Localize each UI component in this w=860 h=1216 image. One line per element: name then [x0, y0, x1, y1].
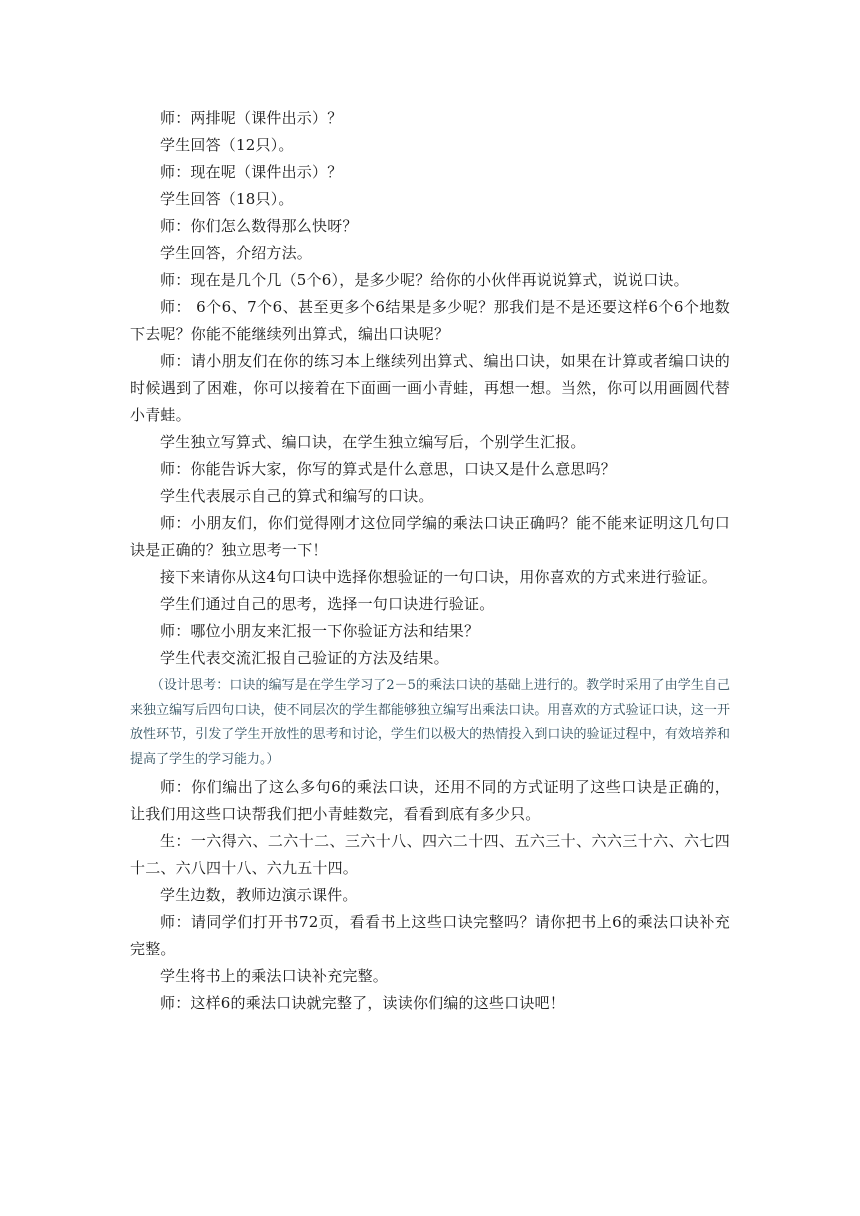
paragraph: 师：现在呢（课件出示）？ — [160, 163, 343, 181]
paragraph: 师： 6个6、7个6、甚至更多个6结果是多少呢？那我们是不是还要这样6个6个地数下去呢？你能不能继续列出算式，编出口诀呢？ — [130, 298, 730, 343]
paragraph: 师：这样6的乘法口诀就完整了，读读你们编的这些口诀吧！ — [160, 994, 565, 1012]
design-note: （设计思考：口诀的编写是在学生学习了2－5的乘法口诀的基础上进行的。教学时采用了由学生自己来独立编写后四句口诀，使不同层次的学生都能够独立编写出乘法口诀。用喜欢的方式验证口诀，这一开放性环节，引发了学生开放性的思考和讨论，学生们以极大的热情投入到口诀的验证过程中，有效培养和提高了学生的学习能力。） — [130, 678, 730, 767]
paragraph: 师：请小朋友们在你的练习本上继续列出算式、编出口诀，如果在计算或者编口诀的时候遇到了困难，你可以接着在下面画一画小青蛙，再想一想。当然，你可以用画圆代替小青蛙。 — [130, 352, 730, 424]
paragraph: 学生回答，介绍方法。 — [160, 244, 313, 262]
paragraph: 接下来请你从这4句口诀中选择你想验证的一句口诀，用你喜欢的方式来进行验证。 — [160, 568, 717, 586]
paragraph: 师：哪位小朋友来汇报一下你验证方法和结果？ — [160, 622, 480, 640]
paragraph: 学生回答（18只）。 — [160, 190, 294, 208]
paragraph: 学生将书上的乘法口诀补充完整。 — [160, 967, 389, 985]
paragraph: 师：你们怎么数得那么快呀？ — [160, 217, 358, 235]
paragraph: 师：请同学们打开书72页，看看书上这些口诀完整吗？请你把书上6的乘法口诀补充完整。 — [130, 913, 730, 958]
paragraph: 学生边数，教师边演示课件。 — [160, 886, 358, 904]
paragraph: 师：你能告诉大家，你写的算式是什么意思，口诀又是什么意思吗？ — [160, 460, 617, 478]
document-body — [130, 105, 730, 1017]
paragraph: 学生回答（12只）。 — [160, 136, 294, 154]
paragraph: 师：你们编出了这么多句6的乘法口诀，还用不同的方式证明了这些口诀是正确的，让我们用这些口诀帮我们把小青蛙数完，看看到底有多少只。 — [130, 778, 730, 823]
paragraph: 学生们通过自己的思考，选择一句口诀进行验证。 — [160, 595, 495, 613]
paragraph: 学生代表展示自己的算式和编写的口诀。 — [160, 487, 434, 505]
paragraph: 师：小朋友们，你们觉得刚才这位同学编的乘法口诀正确吗？能不能来证明这几句口诀是正确的？独立思考一下！ — [130, 514, 730, 559]
paragraph: 学生代表交流汇报自己验证的方法及结果。 — [160, 649, 449, 667]
paragraph: 学生独立写算式、编口诀，在学生独立编写后，个别学生汇报。 — [160, 433, 586, 451]
paragraph: 生：一六得六、二六十二、三六十八、四六二十四、五六三十、六六三十六、六七四十二、六八四十八、六九五十四。 — [130, 832, 730, 877]
paragraph: 师：两排呢（课件出示）？ — [160, 109, 343, 127]
paragraph: 师：现在是几个几（5个6），是多少呢？给你的小伙伴再说说算式，说说口诀。 — [160, 271, 689, 289]
